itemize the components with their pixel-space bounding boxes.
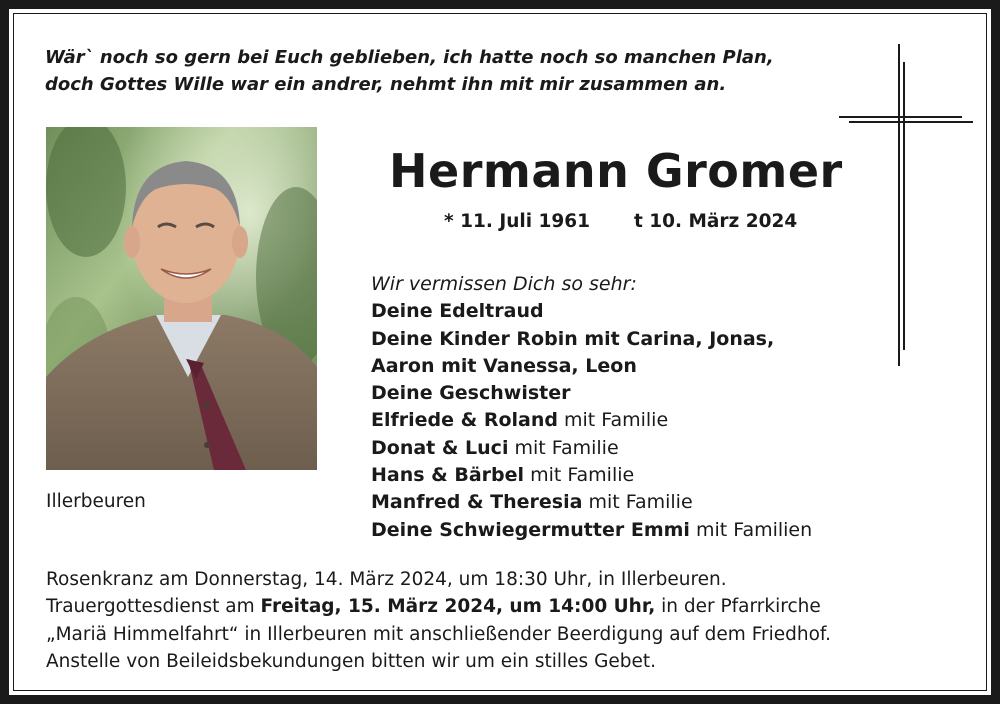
portrait-photo — [46, 127, 317, 470]
info-church: „Mariä Himmelfahrt“ in Illerbeuren mit anschließender Beerdigung auf dem Friedhof. — [46, 623, 831, 645]
death-date: t 10. März 2024 — [634, 211, 798, 232]
life-dates — [444, 211, 797, 232]
mourners-intro: Wir vermissen Dich so sehr: — [371, 273, 637, 295]
info-request: Anstelle von Beileidsbekundungen bitten wir um ein stilles Gebet. — [46, 650, 657, 672]
mourner-line: Deine Geschwister — [371, 382, 571, 405]
mourners-list — [371, 271, 812, 544]
mourner-line: Deine Kinder Robin mit Carina, Jonas, — [371, 327, 775, 350]
mourner-line: Hans & Bärbel mit Familie — [371, 464, 635, 487]
mourner-line: Deine Edeltraud — [371, 300, 544, 323]
mourner-line: Elfriede & Roland mit Familie — [371, 409, 669, 432]
info-service: Trauergottesdienst am Freitag, 15. März 2024, um 14:00 Uhr, in der Pfarrkirche — [46, 596, 821, 618]
poem-line-1: Wär` noch so gern bei Euch geblieben, ich hatte noch so manchen Plan, — [45, 47, 774, 68]
info-rosary: Rosenkranz am Donnerstag, 14. März 2024, um 18:30 Uhr, in Illerbeuren. — [46, 569, 727, 590]
mourner-line: Deine Schwiegermutter Emmi mit Familien — [371, 518, 813, 541]
memorial-poem — [45, 44, 774, 98]
cross-icon — [835, 40, 980, 370]
service-information — [46, 566, 831, 675]
poem-line-2: doch Gottes Wille war ein andrer, nehmt ihn mit mir zusammen an. — [45, 74, 727, 95]
deceased-name: Hermann Gromer — [389, 144, 843, 198]
birth-date: * 11. Juli 1961 — [444, 211, 590, 232]
place-of-residence: Illerbeuren — [46, 491, 146, 512]
mourner-line: Manfred & Theresia mit Familie — [371, 491, 693, 514]
mourner-line: Donat & Luci mit Familie — [371, 436, 619, 459]
portrait-illustration — [46, 127, 317, 470]
mourner-line: Aaron mit Vanessa, Leon — [371, 354, 637, 377]
